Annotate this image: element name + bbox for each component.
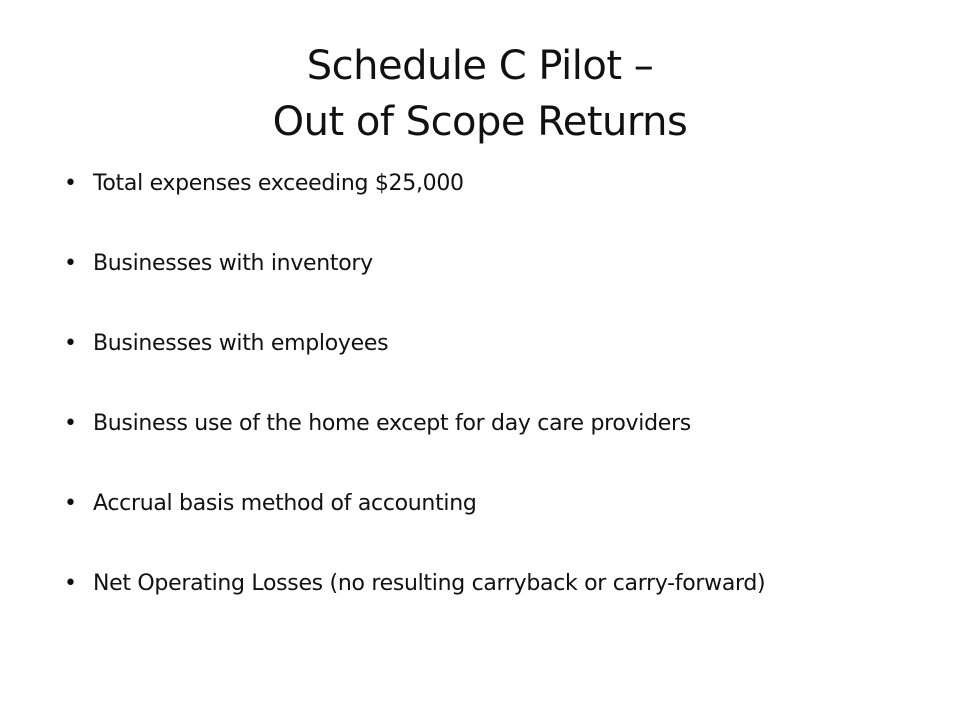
bullet-item [64,170,894,197]
bullet-icon: • [64,171,77,196]
bullet-item [64,410,894,437]
bullet-icon: • [64,571,77,596]
bullet-text: Net Operating Losses (no resulting carryback or carry-forward) [93,571,766,596]
slide-title-line-1: Schedule C Pilot – [306,43,654,89]
bullet-text: Businesses with inventory [93,251,373,276]
bullet-text: Business use of the home except for day care providers [93,411,691,436]
slide-title [0,38,960,150]
bullet-text: Total expenses exceeding $25,000 [93,171,464,196]
bullet-item [64,330,894,357]
bullet-text: Accrual basis method of accounting [93,491,477,516]
bullet-item [64,490,894,517]
bullet-item [64,250,894,277]
bullet-list [64,170,894,597]
bullet-icon: • [64,411,77,436]
bullet-text: Businesses with employees [93,331,389,356]
bullet-icon: • [64,331,77,356]
slide-title-line-2: Out of Scope Returns [272,99,688,145]
bullet-icon: • [64,491,77,516]
bullet-icon: • [64,251,77,276]
bullet-item [64,570,894,597]
